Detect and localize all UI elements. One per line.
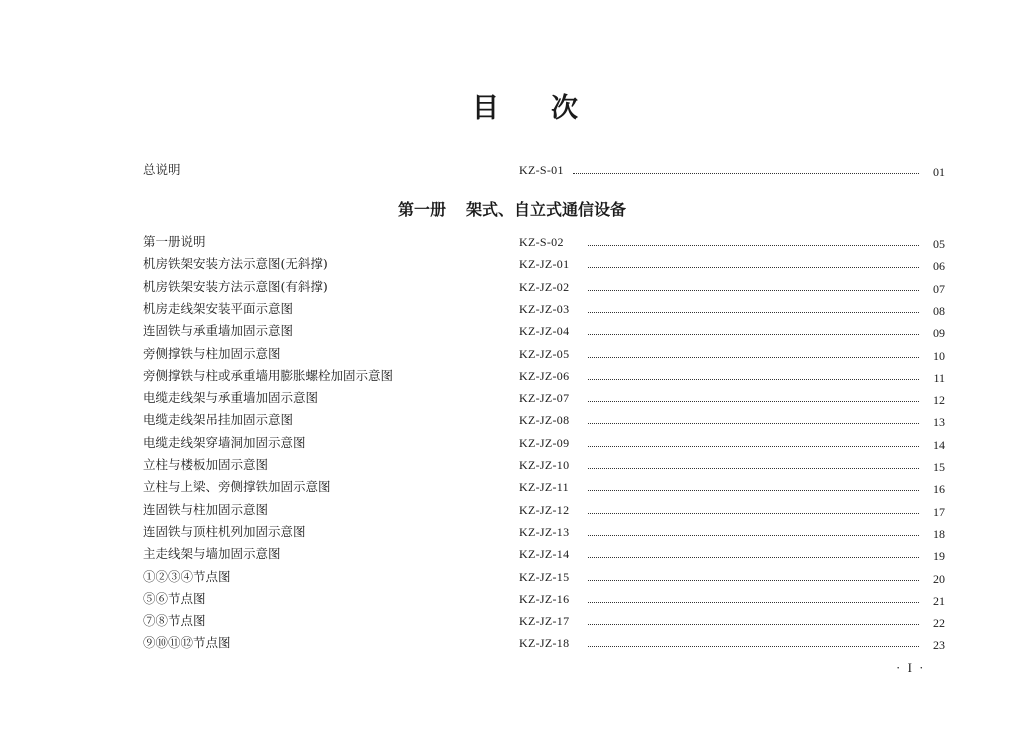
- toc-entry-page: 09: [933, 326, 945, 341]
- dot-leader: [588, 646, 919, 647]
- toc-entry-page: 22: [933, 616, 945, 631]
- toc-entry[interactable]: [143, 232, 945, 252]
- toc-entry-label: 电缆走线架穿墙洞加固示意图: [143, 434, 306, 450]
- toc-entry-code: KZ-JZ-13: [519, 524, 570, 539]
- dot-leader: [588, 312, 919, 313]
- toc-entry-label: ⑦⑧节点图: [143, 613, 206, 629]
- toc-entry-code: KZ-JZ-10: [519, 458, 570, 472]
- toc-entry-page: 17: [933, 504, 945, 519]
- toc-entry[interactable]: [143, 544, 945, 564]
- toc-entry[interactable]: [143, 455, 945, 475]
- toc-entry-label: 主走线架与墙加固示意图: [143, 546, 281, 562]
- toc-entry-label: 立柱与楼板加固示意图: [143, 457, 269, 472]
- toc-entry-page: 15: [933, 460, 945, 474]
- toc-entry-label: ①②③④节点图: [143, 568, 231, 584]
- toc-entry-code: KZ-JZ-04: [519, 324, 570, 339]
- dot-leader: [588, 468, 919, 469]
- toc-entry-page: 18: [933, 526, 945, 541]
- toc-entry[interactable]: [143, 477, 945, 497]
- toc-entry[interactable]: [143, 500, 945, 520]
- page-title: [472, 86, 578, 125]
- dot-leader: [588, 624, 919, 625]
- toc-entry[interactable]: [143, 299, 945, 319]
- dot-leader: [588, 513, 919, 514]
- toc-entry-label: ⑨⑩⑪⑫节点图: [143, 635, 231, 651]
- toc-entry-label: 第一册说明: [143, 234, 206, 249]
- title-char-1: 目: [472, 93, 499, 124]
- dot-leader: [588, 557, 919, 558]
- toc-entry-page: 19: [933, 549, 945, 564]
- toc-entry[interactable]: [143, 589, 945, 609]
- dot-leader: [573, 173, 919, 174]
- toc-entry-label: 电缆走线架吊挂加固示意图: [143, 412, 294, 428]
- toc-entry-label: 旁侧撑铁与柱或承重墙用膨胀螺栓加固示意图: [143, 367, 394, 383]
- toc-entry[interactable]: [143, 366, 945, 386]
- toc-entry-page: 08: [933, 303, 945, 318]
- dot-leader: [588, 580, 919, 581]
- toc-entry-page: 21: [933, 593, 945, 608]
- toc-entry[interactable]: [143, 410, 945, 430]
- toc-entry-page: 20: [933, 571, 945, 586]
- toc-entry-label: 机房走线架安装平面示意图: [143, 300, 294, 316]
- toc-entry-label: 立柱与上梁、旁侧撑铁加固示意图: [143, 479, 331, 495]
- toc-entry[interactable]: [143, 321, 945, 341]
- toc-entry-page: 07: [933, 281, 945, 296]
- toc-entry-page: 11: [933, 370, 945, 385]
- toc-entry-code: KZ-JZ-02: [519, 279, 570, 294]
- toc-entry-code: KZ-JZ-15: [519, 569, 570, 584]
- toc-entry-code: KZ-S-01: [519, 163, 564, 177]
- toc-entry-page: 14: [933, 437, 945, 452]
- toc-entry[interactable]: [143, 611, 945, 631]
- dot-leader: [588, 423, 919, 424]
- toc-entry-code: KZ-JZ-09: [519, 435, 570, 450]
- toc-entry-page: 10: [933, 348, 945, 363]
- toc-entry-code: KZ-JZ-06: [519, 368, 570, 383]
- toc-entry-page: 23: [933, 638, 945, 653]
- toc-entry-code: KZ-JZ-18: [519, 636, 570, 651]
- toc-entry-label: 电缆走线架与承重墙加固示意图: [143, 390, 319, 406]
- toc-entry[interactable]: [143, 633, 945, 653]
- dot-leader: [588, 490, 919, 491]
- toc-entry[interactable]: [143, 277, 945, 297]
- toc-entry-page: 06: [933, 259, 945, 274]
- dot-leader: [588, 379, 919, 380]
- toc-entry-code: KZ-JZ-05: [519, 346, 570, 361]
- title-char-2: 次: [551, 93, 578, 124]
- toc-entry-page: 16: [933, 482, 945, 497]
- toc-entry-label: 连固铁与顶柱机列加固示意图: [143, 523, 306, 539]
- toc-entry-label: 旁侧撑铁与柱加固示意图: [143, 345, 281, 361]
- toc-entry[interactable]: [143, 254, 945, 274]
- toc-entry-general[interactable]: [143, 160, 945, 180]
- dot-leader: [588, 267, 919, 268]
- dot-leader: [588, 334, 919, 335]
- toc-entry-page: 05: [933, 237, 945, 251]
- dot-leader: [588, 535, 919, 536]
- toc-entry-page: 12: [933, 393, 945, 408]
- toc-entry[interactable]: [143, 388, 945, 408]
- toc-entry[interactable]: [143, 344, 945, 364]
- toc-entry-code: KZ-JZ-03: [519, 301, 570, 316]
- dot-leader: [588, 357, 919, 358]
- dot-leader: [588, 245, 919, 246]
- toc-entry-label: ⑤⑥节点图: [143, 590, 206, 606]
- toc-entry-code: KZ-JZ-12: [519, 502, 570, 517]
- toc-entry-code: KZ-JZ-01: [519, 257, 570, 272]
- dot-leader: [588, 401, 919, 402]
- section-heading: [398, 197, 626, 220]
- toc-entry-code: KZ-JZ-17: [519, 614, 570, 629]
- toc-entry[interactable]: [143, 433, 945, 453]
- toc-entry-code: KZ-JZ-07: [519, 391, 570, 406]
- toc-entry-code: KZ-S-02: [519, 235, 564, 249]
- toc-entry-code: KZ-JZ-08: [519, 413, 570, 428]
- dot-leader: [588, 290, 919, 291]
- toc-entry[interactable]: [143, 522, 945, 542]
- toc-entry-label: 连固铁与柱加固示意图: [143, 501, 269, 517]
- page-number: · I ·: [896, 660, 926, 675]
- toc-entry-code: KZ-JZ-16: [519, 591, 570, 606]
- dot-leader: [588, 602, 919, 603]
- toc-entry-label: 连固铁与承重墙加固示意图: [143, 323, 294, 339]
- toc-entry-page: 01: [933, 165, 945, 179]
- section-volume: 第一册: [398, 200, 447, 219]
- toc-entry-label: 机房铁架安装方法示意图(有斜撑): [143, 278, 328, 294]
- toc-entry-label: 总说明: [143, 162, 181, 177]
- dot-leader: [588, 446, 919, 447]
- toc-entry-code: KZ-JZ-14: [519, 547, 570, 562]
- toc-entry-label: 机房铁架安装方法示意图(无斜撑): [143, 256, 328, 272]
- section-name: 架式、自立式通信设备: [466, 200, 627, 219]
- toc-entry[interactable]: [143, 567, 945, 587]
- toc-entry-code: KZ-JZ-11: [519, 480, 569, 495]
- toc-entry-page: 13: [933, 415, 945, 430]
